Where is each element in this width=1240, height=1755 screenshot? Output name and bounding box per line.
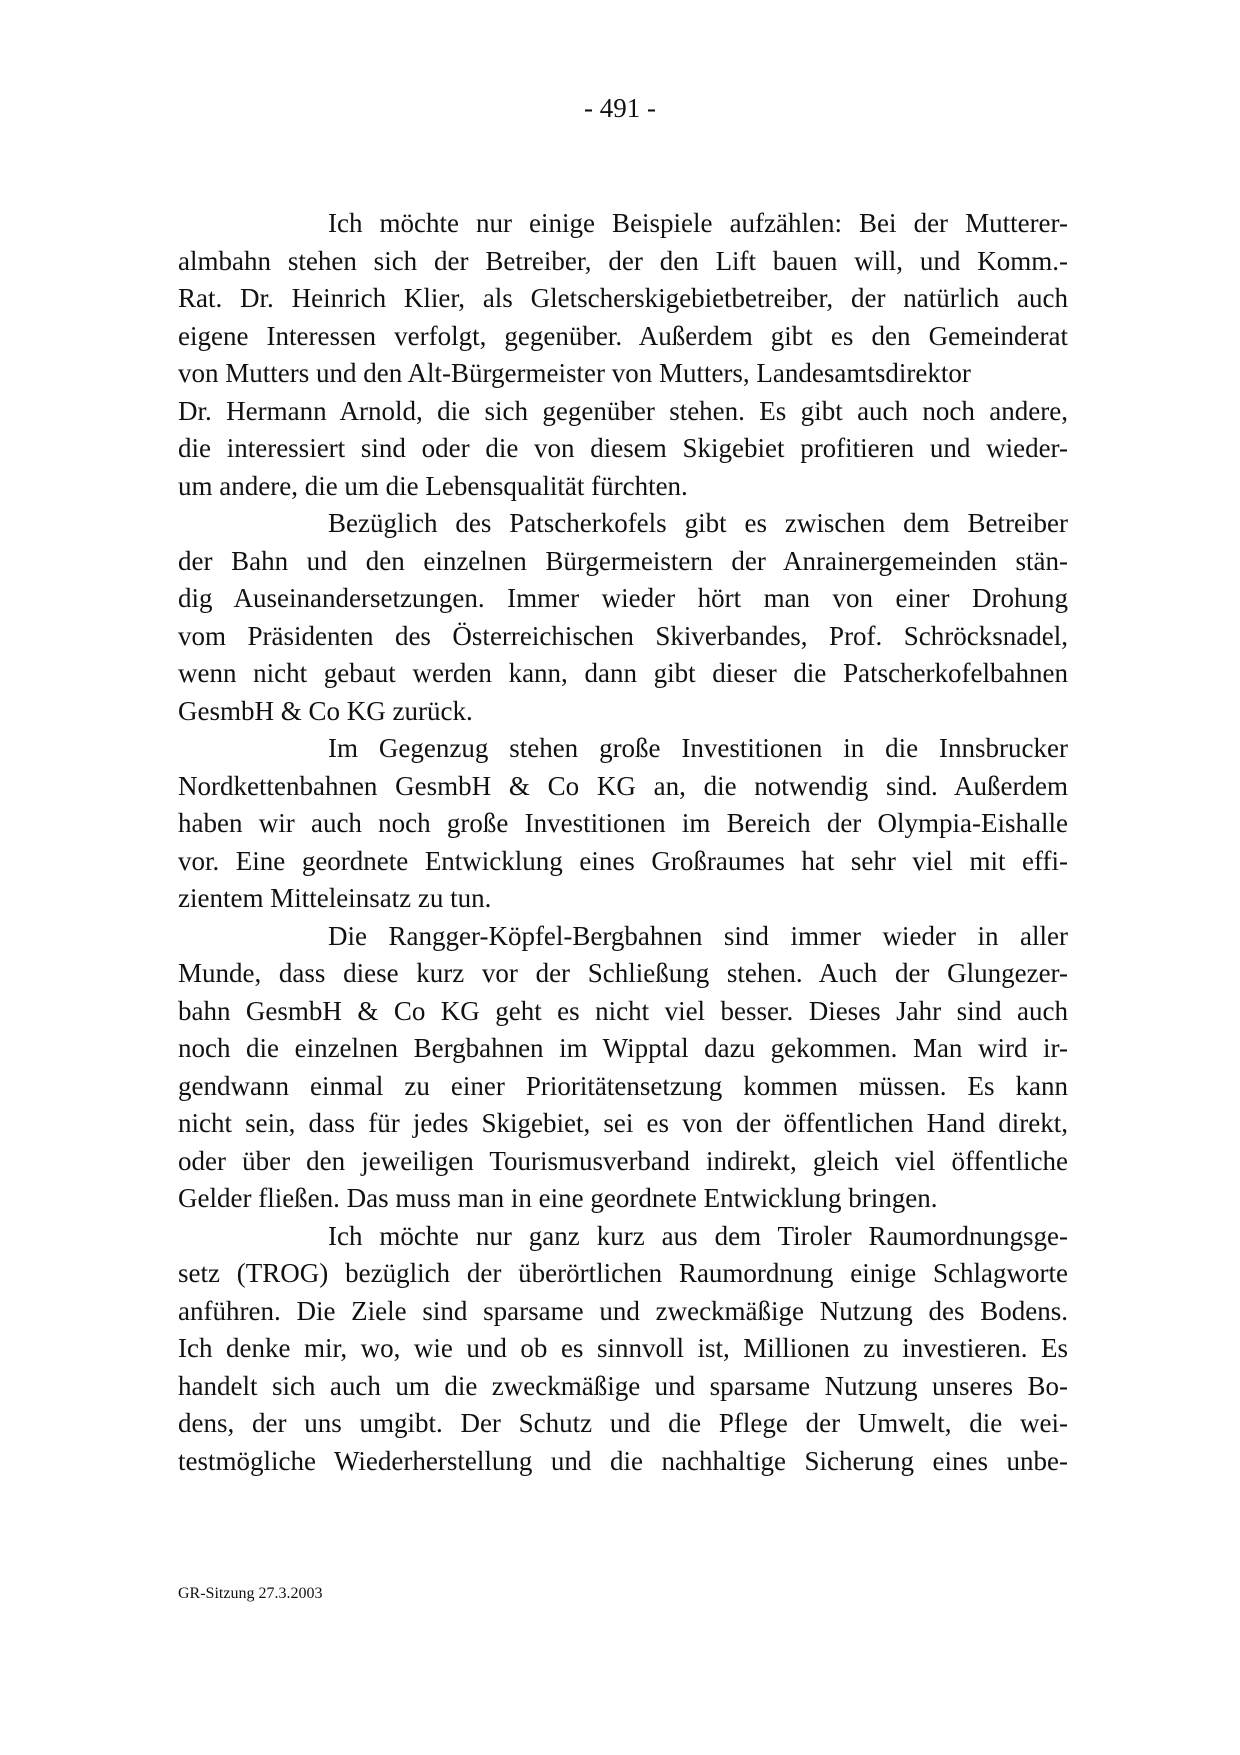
text-line: testmögliche Wiederherstellung und die nachhaltige Sicherung eines unbe-	[178, 1445, 1068, 1476]
paragraph	[178, 205, 1068, 505]
text-line: dens, der uns umgibt. Der Schutz und die Pflege der Umwelt, die wei-	[178, 1408, 1068, 1438]
text-line: noch die einzelnen Bergbahnen im Wipptal dazu gekommen. Man wird ir-	[178, 1033, 1068, 1063]
text-line: Munde, dass diese kurz vor der Schließung stehen. Auch der Glungezer-	[178, 958, 1068, 988]
text-line: Rat. Dr. Heinrich Klier, als Gletscherskigebietbetreiber, der natürlich auch	[178, 283, 1068, 313]
text-line: nicht sein, dass für jedes Skigebiet, sei es von der öffentlichen Hand direkt,	[178, 1108, 1068, 1138]
page-number: - 491 -	[584, 93, 656, 123]
paragraph	[178, 918, 1068, 1218]
text-line: Ich möchte nur einige Beispiele aufzählen: Bei der Mutterer-	[328, 208, 1068, 238]
footer-session-date: GR-Sitzung 27.3.2003	[178, 1585, 323, 1602]
text-line: anführen. Die Ziele sind sparsame und zweckmäßige Nutzung des Bodens.	[178, 1295, 1068, 1326]
text-line: haben wir auch noch große Investitionen im Bereich der Olympia-Eishalle	[178, 808, 1068, 838]
paragraph	[178, 730, 1068, 918]
text-line: der Bahn und den einzelnen Bürgermeistern der Anrainergemeinden stän-	[178, 545, 1068, 576]
text-line: Ich möchte nur ganz kurz aus dem Tiroler Raumordnungsge-	[328, 1220, 1068, 1251]
text-line: oder über den jeweiligen Tourismusverband indirekt, gleich viel öffentliche	[178, 1145, 1068, 1176]
body-text	[178, 205, 1068, 1480]
text-line: vor. Eine geordnete Entwicklung eines Großraumes hat sehr viel mit effi-	[178, 845, 1068, 876]
text-line: die interessiert sind oder die von diesem Skigebiet profitieren und wieder-	[178, 433, 1068, 463]
text-line: Nordkettenbahnen GesmbH & Co KG an, die notwendig sind. Außerdem	[178, 770, 1068, 801]
paragraph	[178, 1218, 1068, 1481]
text-line: setz (TROG) bezüglich der überörtlichen Raumordnung einige Schlagworte	[178, 1258, 1068, 1288]
text-line: gendwann einmal zu einer Prioritätensetzung kommen müssen. Es kann	[178, 1070, 1068, 1101]
text-line: dig Auseinandersetzungen. Immer wieder hört man von einer Drohung	[178, 583, 1068, 613]
text-line: Bezüglich des Patscherkofels gibt es zwischen dem Betreiber	[328, 508, 1068, 538]
text-line: bahn GesmbH & Co KG geht es nicht viel besser. Dieses Jahr sind auch	[178, 995, 1068, 1026]
paragraph	[178, 505, 1068, 730]
text-line: eigene Interessen verfolgt, gegenüber. Außerdem gibt es den Gemeinderat	[178, 320, 1068, 351]
text-line: um andere, die um die Lebensqualität fürchten.	[178, 470, 688, 501]
text-line: Gelder fließen. Das muss man in eine geordnete Entwicklung bringen.	[178, 1183, 938, 1213]
text-line: wenn nicht gebaut werden kann, dann gibt dieser die Patscherkofelbahnen	[178, 658, 1068, 688]
text-line: Im Gegenzug stehen große Investitionen in die Innsbrucker	[328, 733, 1068, 763]
text-line: von Mutters und den Alt-Bürgermeister von Mutters, Landesamtsdirektor	[178, 358, 971, 388]
text-line: almbahn stehen sich der Betreiber, der den Lift bauen will, und Komm.-	[178, 245, 1068, 276]
text-line: GesmbH & Co KG zurück.	[178, 695, 473, 726]
text-line: Ich denke mir, wo, wie und ob es sinnvoll ist, Millionen zu investieren. Es	[178, 1333, 1068, 1363]
text-line: Dr. Hermann Arnold, die sich gegenüber stehen. Es gibt auch noch andere,	[178, 395, 1068, 426]
text-line: Die Rangger-Köpfel-Bergbahnen sind immer wieder in aller	[328, 920, 1068, 951]
text-line: handelt sich auch um die zweckmäßige und sparsame Nutzung unseres Bo-	[178, 1370, 1068, 1401]
text-line: zientem Mitteleinsatz zu tun.	[178, 883, 492, 913]
text-line: vom Präsidenten des Österreichischen Skiverbandes, Prof. Schröcksnadel,	[178, 620, 1068, 651]
